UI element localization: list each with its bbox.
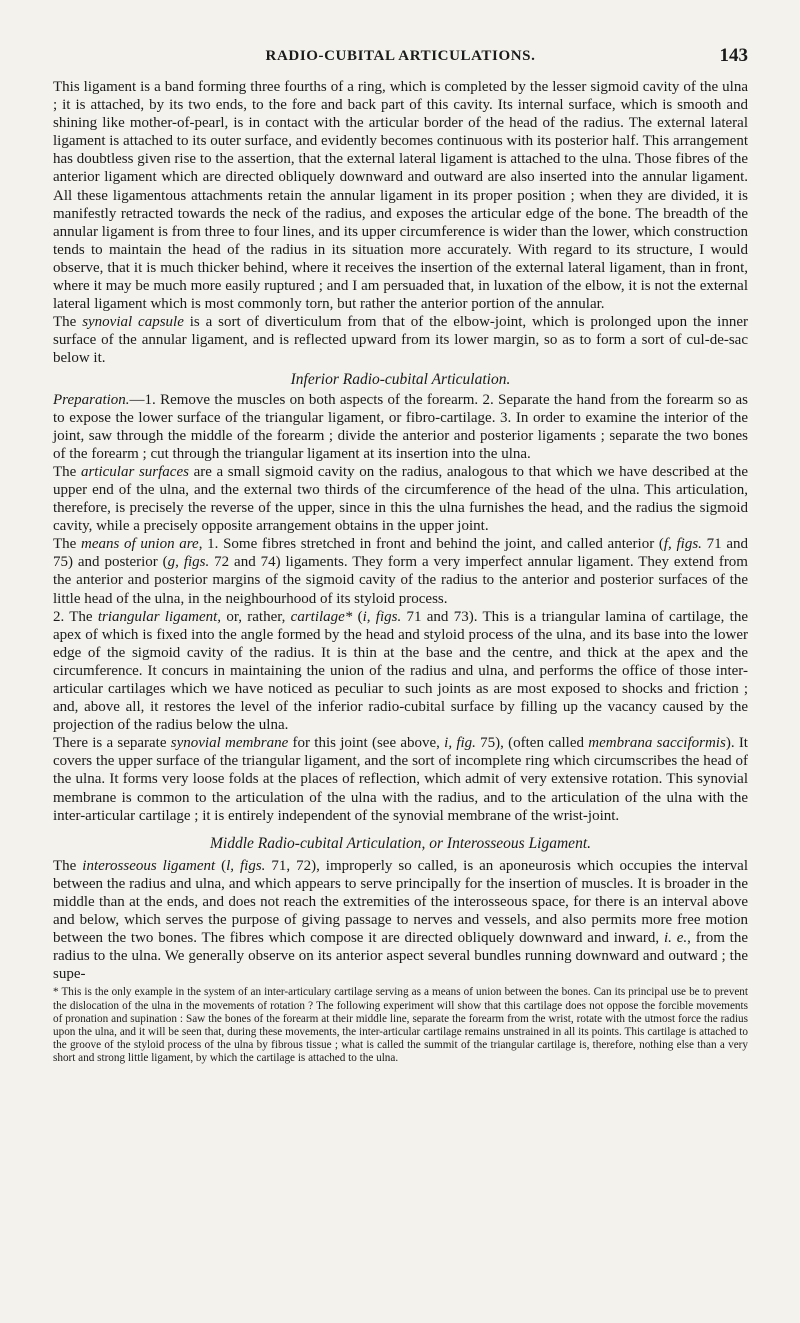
synovial-membrane-paragraph: There is a separate synovial membrane for this joint (see above, i, fig. 75), (often called membrana sacciformis). It covers the upper surface of the triangular ligament, and the sort of incomplete ring which circumscribes the head of the ulna. It forms very loose folds at the places of reflection, which admit of very extensive rotation. This synovial membrane is common to the articulation of the ulna with the radius, and to the articulation of the ulna with the inter-articular cartilage ; it is entirely independent of the synovial membrane of the wrist-joint. (53, 735, 748, 824)
preparation-label: Preparation. (53, 391, 130, 408)
body-text (53, 78, 748, 983)
term-means-of-union: means of union are (81, 536, 199, 553)
footnote: * This is the only example in the system of an inter-articulary cartilage serving as a means of union between the bones. Can its principal use be to prevent the dislocation of the ulna in the movements of rotation ? The following experiment will show that this cartilage does not oppose the forcible movements of pronation and supination : Saw the bones of the forearm at their middle line, separate the forearm from the wrist, rotate with the utmost force the radius upon the ulna, and it will be seen that, during these movements, the inter-articular cartilage remains unstrained in all its points. This cartilage is attached to the groove of the styloid process of the ulna by fibrous tissue ; what is called the summit of the triangular cartilage is, therefore, nothing else than a very short and strong little ligament, by which the cartilage is attached to the ulna. (53, 986, 748, 1065)
preparation-paragraph: Preparation.—1. Remove the muscles on both aspects of the forearm. 2. Separate the hand from the forearm so as to expose the lower surface of the triangular ligament, or fibro-cartilage. 3. In order to examine the interior of the joint, saw through the middle of the forearm ; divide the anterior and posterior ligaments ; separate the two bones of the forearm ; cut through the triangular ligament at its insertion into the ulna. (53, 391, 748, 462)
figure-reference: g, figs. (167, 554, 210, 571)
section-heading-middle: Middle Radio-cubital Articulation, or Interosseous Ligament. (209, 834, 591, 852)
figure-reference: i, fig. (444, 735, 476, 752)
term-interosseous-ligament: interosseous ligament (82, 857, 216, 874)
term-cartilage: cartilage* (290, 608, 353, 625)
term-triangular-ligament: triangular ligament, (97, 608, 222, 625)
synovial-capsule-paragraph: The synovial capsule is a sort of diverticulum from that of the elbow-joint, which is prolonged upon the inner surface of the annular ligament, and is reflected upward from its lower margin, so as to form a sort of cul-de-sac below it. (53, 314, 748, 367)
figure-reference: l, figs. (226, 857, 266, 874)
term-membrana-sacciformis: membrana sacciformis (588, 735, 726, 752)
means-of-union-paragraph: The means of union are, 1. Some fibres stretched in front and behind the joint, and called anterior (f, figs. 71 and 75) and posterior (g, figs. 72 and 74) ligaments. They form a very imperfect annular ligament. They extend from the anterior and posterior margins of the sigmoid cavity of the radius to the anterior and posterior surfaces of the little head of the ulna, in the neighbourhood of its styloid process. (53, 536, 748, 607)
section-heading-inferior: Inferior Radio-cubital Articulation. (290, 370, 511, 388)
triangular-ligament-paragraph: 2. The triangular ligament, or, rather, cartilage* (i, figs. 71 and 73). This is a triangular lamina of cartilage, the apex of which is fixed into the angle formed by the head and styloid process of the ulna, and its base into the lower edge of the sigmoid cavity of the radius. It is thin at the base and the centre, and thick at the apex and the circumference. It concurs in maintaining the union of the radius and ulna, and performs the office of those inter-articular cartilages which we have noticed as peculiar to such joints as are most exposed to shocks and friction ; and, above all, it restores the level of the inferior radio-cubital surface by filling up the vacancy caused by the projection of the radius below the ulna. (53, 608, 749, 734)
term-articular-surfaces: articular surfaces (80, 463, 189, 480)
articular-surfaces-paragraph: The articular surfaces are a small sigmoid cavity on the radius, analogous to that which we have described at the upper end of the ulna, and the external two thirds of the circumference of the head of the ulna. This articulation, therefore, is precisely the reverse of the upper, since in this the ulna furnishes the head, and the radius the sigmoid cavity, while a precisely opposite arrangement obtains in the upper joint. (53, 463, 748, 535)
abbreviation-ie: i. e. (663, 930, 688, 947)
term-synovial-capsule: synovial capsule (82, 314, 184, 331)
figure-reference: f, figs. (663, 536, 702, 553)
running-header (53, 45, 748, 78)
page-number: 143 (719, 45, 748, 66)
annular-ligament-paragraph: This ligament is a band forming three fourths of a ring, which is completed by the lesser sigmoid cavity of the ulna ; it is attached, by its two ends, to the fore and back part of this cavity. Its internal surface, which is smooth and shining like mother-of-pearl, is in contact with the articular border of the head of the radius. The external lateral ligament is attached to its outer surface, and evidently becomes continuous with its posterior half. This arrangement has doubtless given rise to the assertion, that the external lateral ligament is attached to the ulna. Those fibres of the anterior ligament which are directed obliquely downward and outward are also inserted into the annular ligament. All these ligamentous attachments retain the annular ligament in its proper position ; when they are divided, it is manifestly retracted towards the neck of the radius, and exposes the articular edge of the bone. The breadth of the annular ligament is from three to four lines, and its upper circumference is wider than the lower, which construction tends to maintain the head of the radius in its situation more accurately. With regard to its structure, I would observe, that it is much thicker behind, where it receives the insertion of the external lateral ligament, than in front, where it may be much more easily ruptured ; and I am persuaded that, in luxation of the elbow, it is not the external lateral ligament which is most commonly torn, but rather the anterior portion of the annular. (53, 79, 749, 313)
figure-reference: i, figs. (362, 608, 402, 625)
term-synovial-membrane: synovial membrane (170, 735, 289, 752)
interosseous-ligament-paragraph: The interosseous ligament (l, figs. 71, 72), improperly so called, is an aponeurosis which occupies the interval between the radius and ulna, and which appears to serve principally for the insertion of muscles. It is broader in the middle than at the ends, and does not reach the extremities of the interosseous space, for there is an interval above and below, which serves the purpose of giving passage to nerves and vessels, and also permits more free motion between the two bones. The fibres which compose it are directed obliquely downward and inward, i. e., from the radius to the ulna. We generally observe on its anterior aspect several bundles running downward and outward ; the supe- (53, 857, 749, 983)
running-title: RADIO-CUBITAL ARTICULATIONS. (265, 48, 536, 64)
